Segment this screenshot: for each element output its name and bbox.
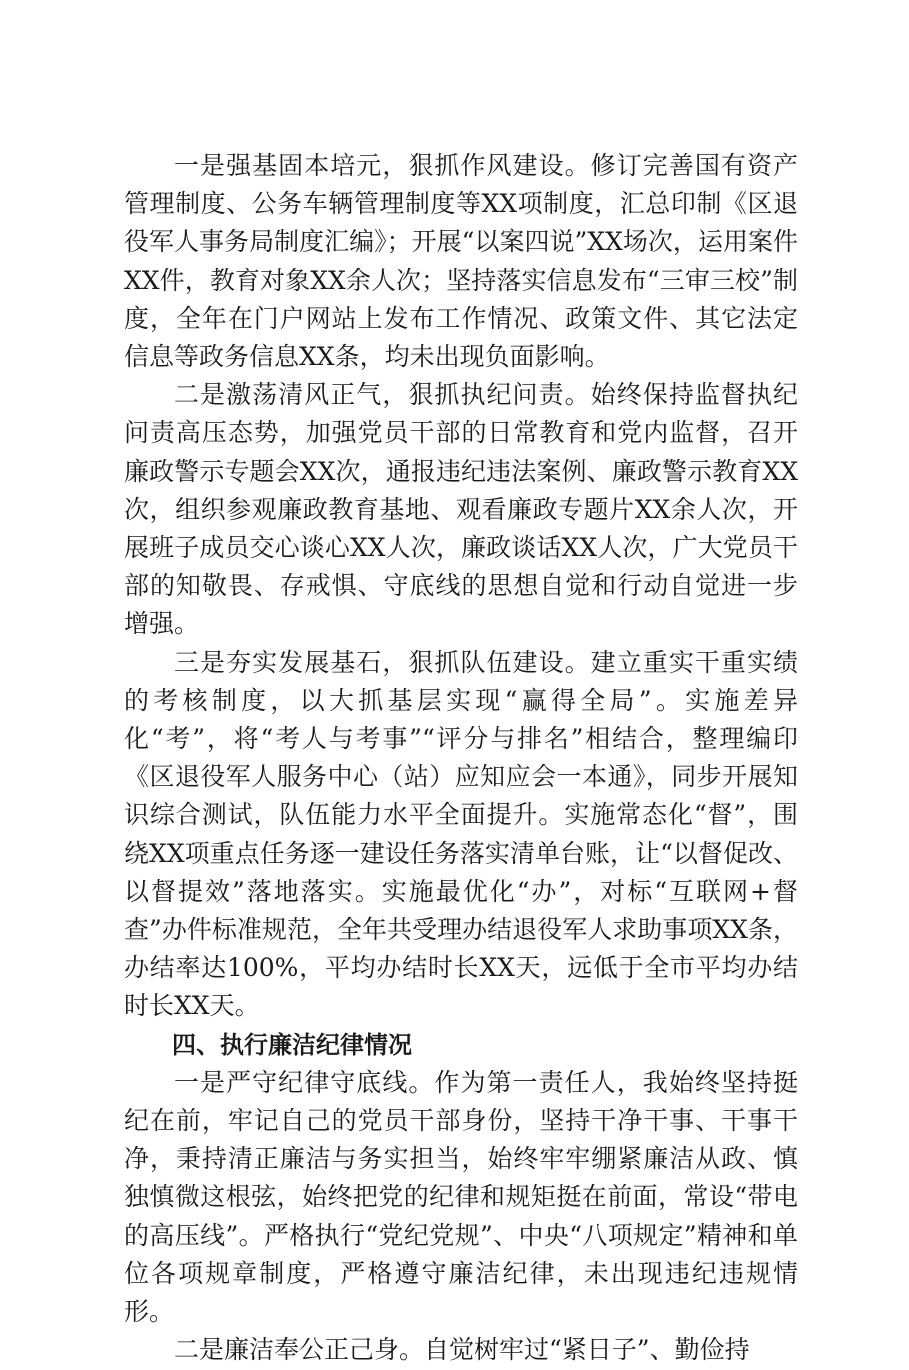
paragraph-team-building: 三是夯实发展基石，狠抓队伍建设。建立重实干重实绩的考核制度，以大抓基层实现“赢得全局”。实施差异化“考”，将“考人与考事”“评分与排名”相结合，整理编印《区退役军人服务中心（站）应知应会一本通》，同步开展知识综合测试，队伍能力水平全面提升。实施常态化“督”，围绕XX项重点任务逐一建设任务落实清单台账，让“以督促改、以督提效”落地落实。实施最优化“办”，对标“互联网+督查”办件标准规范，全年共受理办结退役军人求助事项XX条，办结率达100%，平均办结时长XX天，远低于全市平均办结时长XX天。	[124, 647, 798, 1021]
section-heading: 四、执行廉洁纪律情况	[172, 1030, 412, 1059]
paragraph-integrity: 二是廉洁奉公正己身。自觉树牢过“紧日子”、勤俭持	[174, 1335, 750, 1365]
paragraph-work-style: 一是强基固本培元，狠抓作风建设。修订完善国有资产管理制度、公务车辆管理制度等XX项制度，汇总印制《区退役军人事务局制度汇编》；开展“以案四说”XX场次，运用案件XX件，教育对象XX余人次；坚持落实信息发布“三审三校”制度，全年在门户网站上发布工作情况、政策文件、其它法定信息等政务信息XX条，均未出现负面影响。	[124, 151, 798, 372]
paragraph-discipline-accountability: 二是激荡清风正气，狠抓执纪问责。始终保持监督执纪问责高压态势，加强党员干部的日常教育和党内监督，召开廉政警示专题会XX次，通报违纪违法案例、廉政警示教育XX次，组织参观廉政教育基地、观看廉政专题片XX余人次，开展班子成员交心谈心XX人次，廉政谈话XX人次，广大党员干部的知敬畏、存戒惧、守底线的思想自觉和行动自觉进一步增强。	[124, 380, 798, 639]
document-body	[124, 147, 798, 1370]
paragraph-strict-discipline: 一是严守纪律守底线。作为第一责任人，我始终坚持挺纪在前，牢记自己的党员干部身份，坚持干净干事、干事干净，秉持清正廉洁与务实担当，始终牢牢绷紧廉洁从政、慎独慎微这根弦，始终把党的纪律和规矩挺在前面，常设“带电的高压线”。严格执行“党纪党规”、中央“八项规定”精神和单位各项规章制度，严格遵守廉洁纪律，未出现违纪违规情形。	[124, 1067, 798, 1327]
